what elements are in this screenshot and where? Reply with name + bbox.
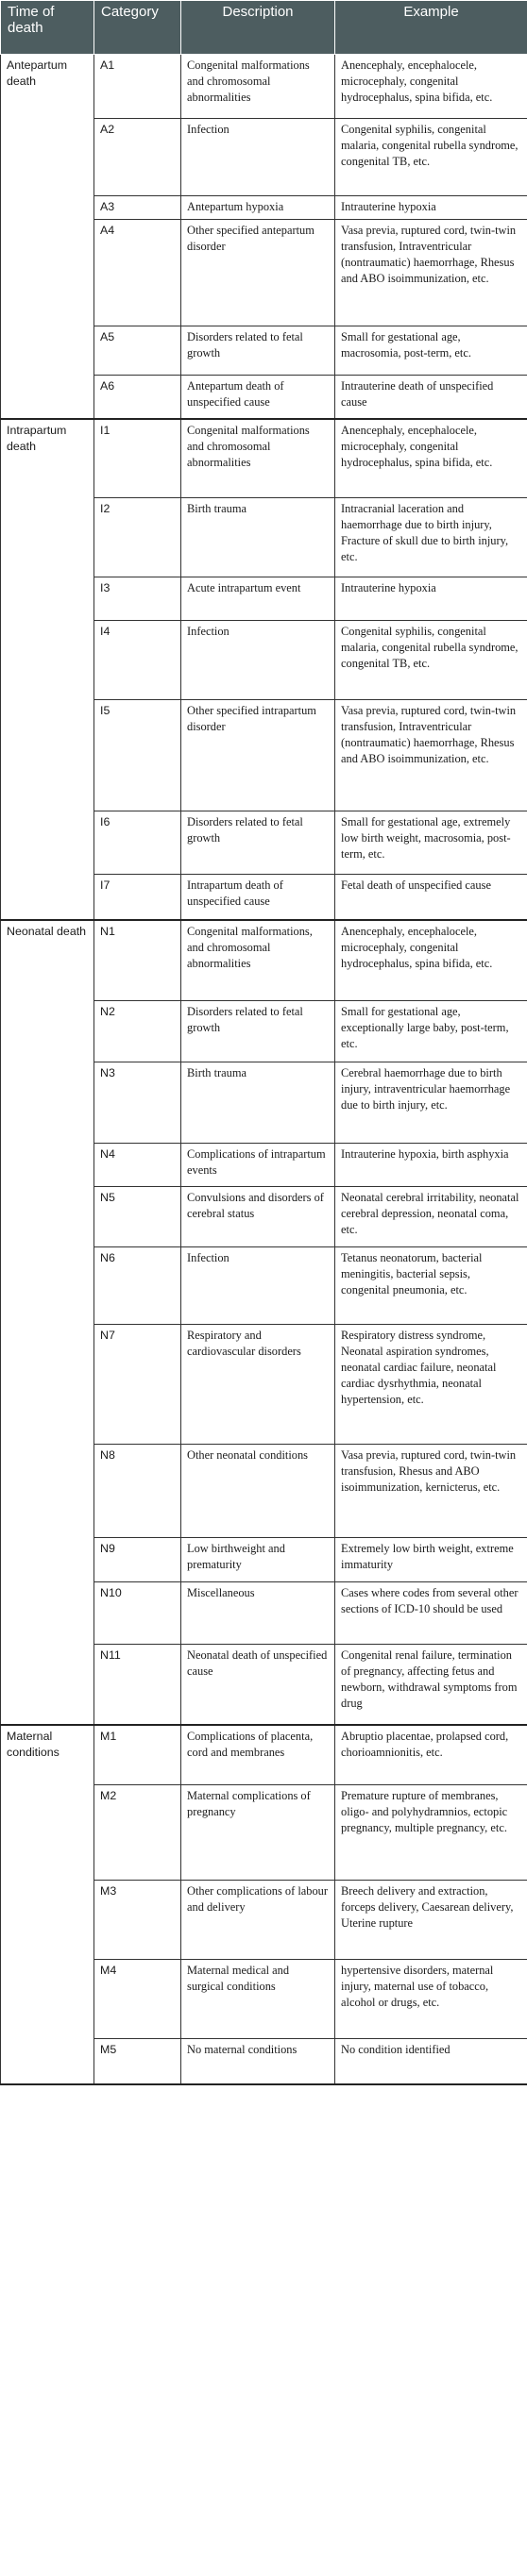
time-of-death-cell: Maternal conditions	[1, 1725, 94, 2084]
description-cell: Disorders related to fetal growth	[181, 1001, 335, 1062]
category-cell: N4	[94, 1144, 181, 1187]
example-cell: Cerebral haemorrhage due to birth injury, intraventricular haemorrhage due to birth injury, etc.	[335, 1062, 527, 1144]
category-cell: A3	[94, 196, 181, 220]
category-cell: I2	[94, 498, 181, 577]
description-cell: Complications of intrapartum events	[181, 1144, 335, 1187]
example-cell: Breech delivery and extraction, forceps delivery, Caesarean delivery, Uterine rupture	[335, 1881, 527, 1960]
header-time-of-death: Time of death	[1, 1, 94, 55]
category-cell: N7	[94, 1325, 181, 1445]
category-cell: A5	[94, 326, 181, 376]
table-row	[1, 920, 527, 1001]
table-body	[1, 55, 527, 2084]
example-cell: Small for gestational age, extremely low birth weight, macrosomia, post-term, etc.	[335, 811, 527, 875]
time-of-death-cell: Neonatal death	[1, 920, 94, 1725]
description-cell: Other complications of labour and delivery	[181, 1881, 335, 1960]
category-cell: M2	[94, 1785, 181, 1881]
example-cell: Neonatal cerebral irritability, neonatal cerebral depression, neonatal coma, etc.	[335, 1187, 527, 1247]
description-cell: Birth trauma	[181, 1062, 335, 1144]
example-cell: Abruptio placentae, prolapsed cord, chorioamnionitis, etc.	[335, 1725, 527, 1785]
description-cell: Neonatal death of unspecified cause	[181, 1645, 335, 1725]
category-cell: I4	[94, 621, 181, 700]
example-cell: Congenital syphilis, congenital malaria, congenital rubella syndrome, congenital TB, etc.	[335, 621, 527, 700]
category-cell: I1	[94, 419, 181, 498]
example-cell: Small for gestational age, macrosomia, post-term, etc.	[335, 326, 527, 376]
description-cell: Disorders related to fetal growth	[181, 811, 335, 875]
example-cell: Small for gestational age, exceptionally large baby, post-term, etc.	[335, 1001, 527, 1062]
description-cell: Infection	[181, 1247, 335, 1325]
example-cell: Vasa previa, ruptured cord, twin-twin transfusion, Rhesus and ABO isoimmunization, kernicterus, etc.	[335, 1445, 527, 1538]
example-cell: Cases where codes from several other sections of ICD-10 should be used	[335, 1582, 527, 1645]
example-cell: Respiratory distress syndrome, Neonatal aspiration syndromes, neonatal cardiac failure, neonatal cardiac dysrhythmia, neonatal hypertension, etc.	[335, 1325, 527, 1445]
category-cell: N3	[94, 1062, 181, 1144]
time-of-death-cell: Antepartum death	[1, 55, 94, 419]
description-cell: Other neonatal conditions	[181, 1445, 335, 1538]
example-cell: Premature rupture of membranes, oligo- and polyhydramnios, ectopic pregnancy, multiple pregnancy, etc.	[335, 1785, 527, 1881]
category-cell: I5	[94, 700, 181, 811]
category-cell: A2	[94, 119, 181, 196]
category-cell: N9	[94, 1538, 181, 1582]
category-cell: N5	[94, 1187, 181, 1247]
description-cell: Complications of placenta, cord and membranes	[181, 1725, 335, 1785]
description-cell: Intrapartum death of unspecified cause	[181, 875, 335, 920]
example-cell: Fetal death of unspecified cause	[335, 875, 527, 920]
example-cell: Intrauterine hypoxia	[335, 577, 527, 621]
example-cell: Intracranial laceration and haemorrhage due to birth injury, Fracture of skull due to birth injury, etc.	[335, 498, 527, 577]
table-row	[1, 55, 527, 119]
description-cell: Birth trauma	[181, 498, 335, 577]
header-row	[1, 1, 527, 55]
example-cell: Anencephaly, encephalocele, microcephaly, congenital hydrocephalus, spina bifida, etc.	[335, 419, 527, 498]
description-cell: Low birthweight and prematurity	[181, 1538, 335, 1582]
example-cell: Anencephaly, encephalocele, microcephaly, congenital hydrocephalus, spina bifida, etc.	[335, 920, 527, 1001]
category-cell: A1	[94, 55, 181, 119]
category-cell: N8	[94, 1445, 181, 1538]
example-cell: Intrauterine hypoxia, birth asphyxia	[335, 1144, 527, 1187]
description-cell: Infection	[181, 119, 335, 196]
example-cell: Intrauterine hypoxia	[335, 196, 527, 220]
description-cell: Antepartum death of unspecified cause	[181, 376, 335, 419]
category-cell: N1	[94, 920, 181, 1001]
example-cell: Vasa previa, ruptured cord, twin-twin transfusion, Intraventricular (nontraumatic) haemorrhage, Rhesus and ABO isoimmunization, etc.	[335, 700, 527, 811]
description-cell: Maternal medical and surgical conditions	[181, 1960, 335, 2039]
description-cell: Infection	[181, 621, 335, 700]
table-row	[1, 1725, 527, 1785]
category-cell: I6	[94, 811, 181, 875]
description-cell: Other specified intrapartum disorder	[181, 700, 335, 811]
description-cell: Antepartum hypoxia	[181, 196, 335, 220]
category-cell: A4	[94, 220, 181, 326]
description-cell: Congenital malformations and chromosomal abnormalities	[181, 55, 335, 119]
category-cell: I7	[94, 875, 181, 920]
example-cell: Congenital renal failure, termination of pregnancy, affecting fetus and newborn, withdrawal symptoms from drug	[335, 1645, 527, 1725]
example-cell: Tetanus neonatorum, bacterial meningitis, bacterial sepsis, congenital pneumonia, etc.	[335, 1247, 527, 1325]
category-cell: N10	[94, 1582, 181, 1645]
header-example: Example	[335, 1, 527, 55]
description-cell: Congenital malformations and chromosomal abnormalities	[181, 419, 335, 498]
category-cell: M1	[94, 1725, 181, 1785]
example-cell: Intrauterine death of unspecified cause	[335, 376, 527, 419]
category-cell: M3	[94, 1881, 181, 1960]
example-cell: Extremely low birth weight, extreme immaturity	[335, 1538, 527, 1582]
category-cell: M4	[94, 1960, 181, 2039]
description-cell: Convulsions and disorders of cerebral status	[181, 1187, 335, 1247]
category-cell: N11	[94, 1645, 181, 1725]
header-description: Description	[181, 1, 335, 55]
table-row	[1, 419, 527, 498]
example-cell: Congenital syphilis, congenital malaria, congenital rubella syndrome, congenital TB, etc.	[335, 119, 527, 196]
description-cell: Respiratory and cardiovascular disorders	[181, 1325, 335, 1445]
example-cell: hypertensive disorders, maternal injury, maternal use of tobacco, alcohol or drugs, etc.	[335, 1960, 527, 2039]
description-cell: Disorders related to fetal growth	[181, 326, 335, 376]
description-cell: No maternal conditions	[181, 2039, 335, 2084]
description-cell: Maternal complications of pregnancy	[181, 1785, 335, 1881]
category-cell: A6	[94, 376, 181, 419]
header-category: Category	[94, 1, 181, 55]
example-cell: No condition identified	[335, 2039, 527, 2084]
category-cell: M5	[94, 2039, 181, 2084]
description-cell: Other specified antepartum disorder	[181, 220, 335, 326]
category-cell: N6	[94, 1247, 181, 1325]
time-of-death-cell: Intrapartum death	[1, 419, 94, 920]
category-cell: N2	[94, 1001, 181, 1062]
table-header	[1, 1, 527, 55]
description-cell: Congenital malformations, and chromosomal abnormalities	[181, 920, 335, 1001]
description-cell: Acute intrapartum event	[181, 577, 335, 621]
category-cell: I3	[94, 577, 181, 621]
example-cell: Vasa previa, ruptured cord, twin-twin transfusion, Intraventricular (nontraumatic) haemorrhage, Rhesus and ABO isoimmunization, etc.	[335, 220, 527, 326]
example-cell: Anencephaly, encephalocele, microcephaly, congenital hydrocephalus, spina bifida, etc.	[335, 55, 527, 119]
description-cell: Miscellaneous	[181, 1582, 335, 1645]
